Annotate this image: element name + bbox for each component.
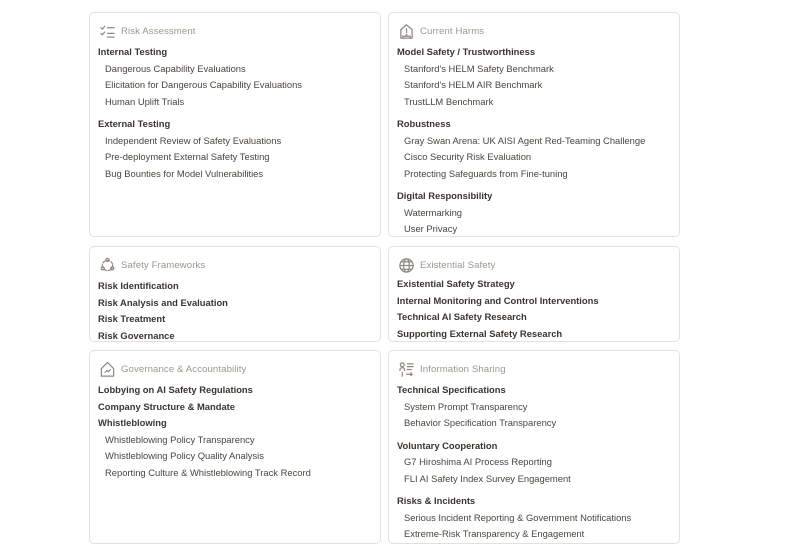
card-information-sharing [388, 350, 680, 544]
group-title[interactable]: Voluntary Cooperation [397, 439, 498, 451]
group-title[interactable]: Risk Analysis and Evaluation [98, 296, 228, 308]
list-item[interactable]: Watermarking [404, 206, 462, 218]
group [397, 382, 671, 432]
group [98, 278, 372, 295]
list-item[interactable]: Serious Incident Reporting & Government Notifications [404, 511, 632, 523]
group [98, 328, 372, 343]
group-title[interactable]: External Testing [98, 118, 171, 129]
group-title[interactable]: Existential Safety Strategy [397, 278, 515, 289]
group-title[interactable]: Technical AI Safety Research [397, 311, 527, 322]
list-item[interactable]: User Privacy [404, 223, 458, 234]
group [397, 309, 671, 326]
card-title: Current Harms [420, 25, 485, 37]
card-title: Safety Frameworks [121, 259, 206, 271]
warning-house-icon [397, 22, 415, 40]
list-item[interactable]: Stanford's HELM Safety Benchmark [404, 62, 554, 74]
group-title[interactable]: Internal Testing [98, 46, 168, 57]
list-item[interactable]: TrustLLM Benchmark [404, 95, 494, 107]
card-header [397, 359, 671, 379]
group-title[interactable]: Supporting External Safety Research [397, 327, 563, 339]
list-item[interactable]: Behavior Specification Transparency [404, 417, 557, 428]
group [397, 326, 671, 343]
list-item[interactable]: Human Uplift Trials [105, 95, 185, 107]
group [397, 116, 671, 182]
card-title: Governance & Accountability [121, 363, 247, 375]
group-title[interactable]: Whistleblowing [98, 417, 167, 428]
card-existential-safety [388, 246, 680, 342]
card-safety-frameworks [89, 246, 381, 342]
group [98, 116, 372, 182]
list-item[interactable]: Cisco Security Risk Evaluation [404, 151, 532, 162]
governance-house-icon [98, 360, 116, 378]
group-title[interactable]: Risk Treatment [98, 313, 166, 324]
card-header [98, 21, 372, 41]
list-item[interactable]: FLI AI Safety Index Survey Engagement [404, 472, 571, 484]
group-title[interactable]: Risks & Incidents [397, 495, 476, 506]
list-item[interactable]: Extreme-Risk Transparency & Engagement [404, 528, 585, 539]
checklist-icon [98, 22, 116, 40]
group [98, 399, 372, 416]
card-current-harms [388, 12, 680, 237]
group [98, 295, 372, 312]
list-item[interactable]: System Prompt Transparency [404, 400, 528, 412]
group-title[interactable]: Model Safety / Trustworthiness [397, 46, 536, 57]
group-title[interactable]: Robustness [397, 118, 451, 129]
group-title[interactable]: Risk Governance [98, 329, 175, 341]
group [397, 493, 671, 543]
group-title[interactable]: Risk Identification [98, 280, 179, 291]
list-item[interactable]: Independent Review of Safety Evaluations [105, 134, 282, 146]
group-title[interactable]: Digital Responsibility [397, 190, 493, 201]
card-header [98, 255, 372, 275]
card-governance-accountability [89, 350, 381, 544]
list-item[interactable]: Dangerous Capability Evaluations [105, 62, 246, 74]
group [98, 382, 372, 399]
list-item[interactable]: Whistleblowing Policy Transparency [105, 433, 255, 445]
group [98, 44, 372, 110]
group [397, 276, 671, 293]
list-item[interactable]: Elicitation for Dangerous Capability Evaluations [105, 79, 302, 90]
card-header [397, 21, 671, 41]
card-title: Risk Assessment [121, 25, 196, 37]
group-title[interactable]: Company Structure & Mandate [98, 400, 235, 412]
list-item[interactable]: Bug Bounties for Model Vulnerabilities [105, 167, 264, 179]
list-item[interactable]: Protecting Safeguards from Fine-tuning [404, 167, 568, 179]
framework-cycle-icon [98, 256, 116, 274]
group [397, 293, 671, 310]
group [397, 438, 671, 488]
list-item[interactable]: Gray Swan Arena: UK AISI Agent Red-Teaming Challenge [404, 134, 646, 146]
group [98, 311, 372, 328]
list-item[interactable]: Whistleblowing Policy Quality Analysis [105, 450, 264, 461]
card-risk-assessment [89, 12, 381, 237]
group-title[interactable]: Internal Monitoring and Control Interventions [397, 294, 599, 306]
card-header [98, 359, 372, 379]
card-title: Existential Safety [420, 259, 496, 271]
group [98, 415, 372, 481]
group [397, 188, 671, 237]
sharing-people-icon [397, 360, 415, 378]
globe-icon [397, 256, 415, 274]
list-item[interactable]: Pre-deployment External Safety Testing [105, 151, 270, 162]
list-item[interactable]: Stanford's HELM AIR Benchmark [404, 79, 543, 90]
card-title: Information Sharing [420, 363, 506, 375]
list-item[interactable]: Reporting Culture & Whistleblowing Track Record [105, 466, 311, 478]
list-item[interactable]: G7 Hiroshima AI Process Reporting [404, 456, 552, 467]
group-title[interactable]: Lobbying on AI Safety Regulations [98, 384, 253, 395]
card-header [397, 255, 671, 275]
group-title[interactable]: Technical Specifications [397, 384, 506, 395]
group [397, 44, 671, 110]
